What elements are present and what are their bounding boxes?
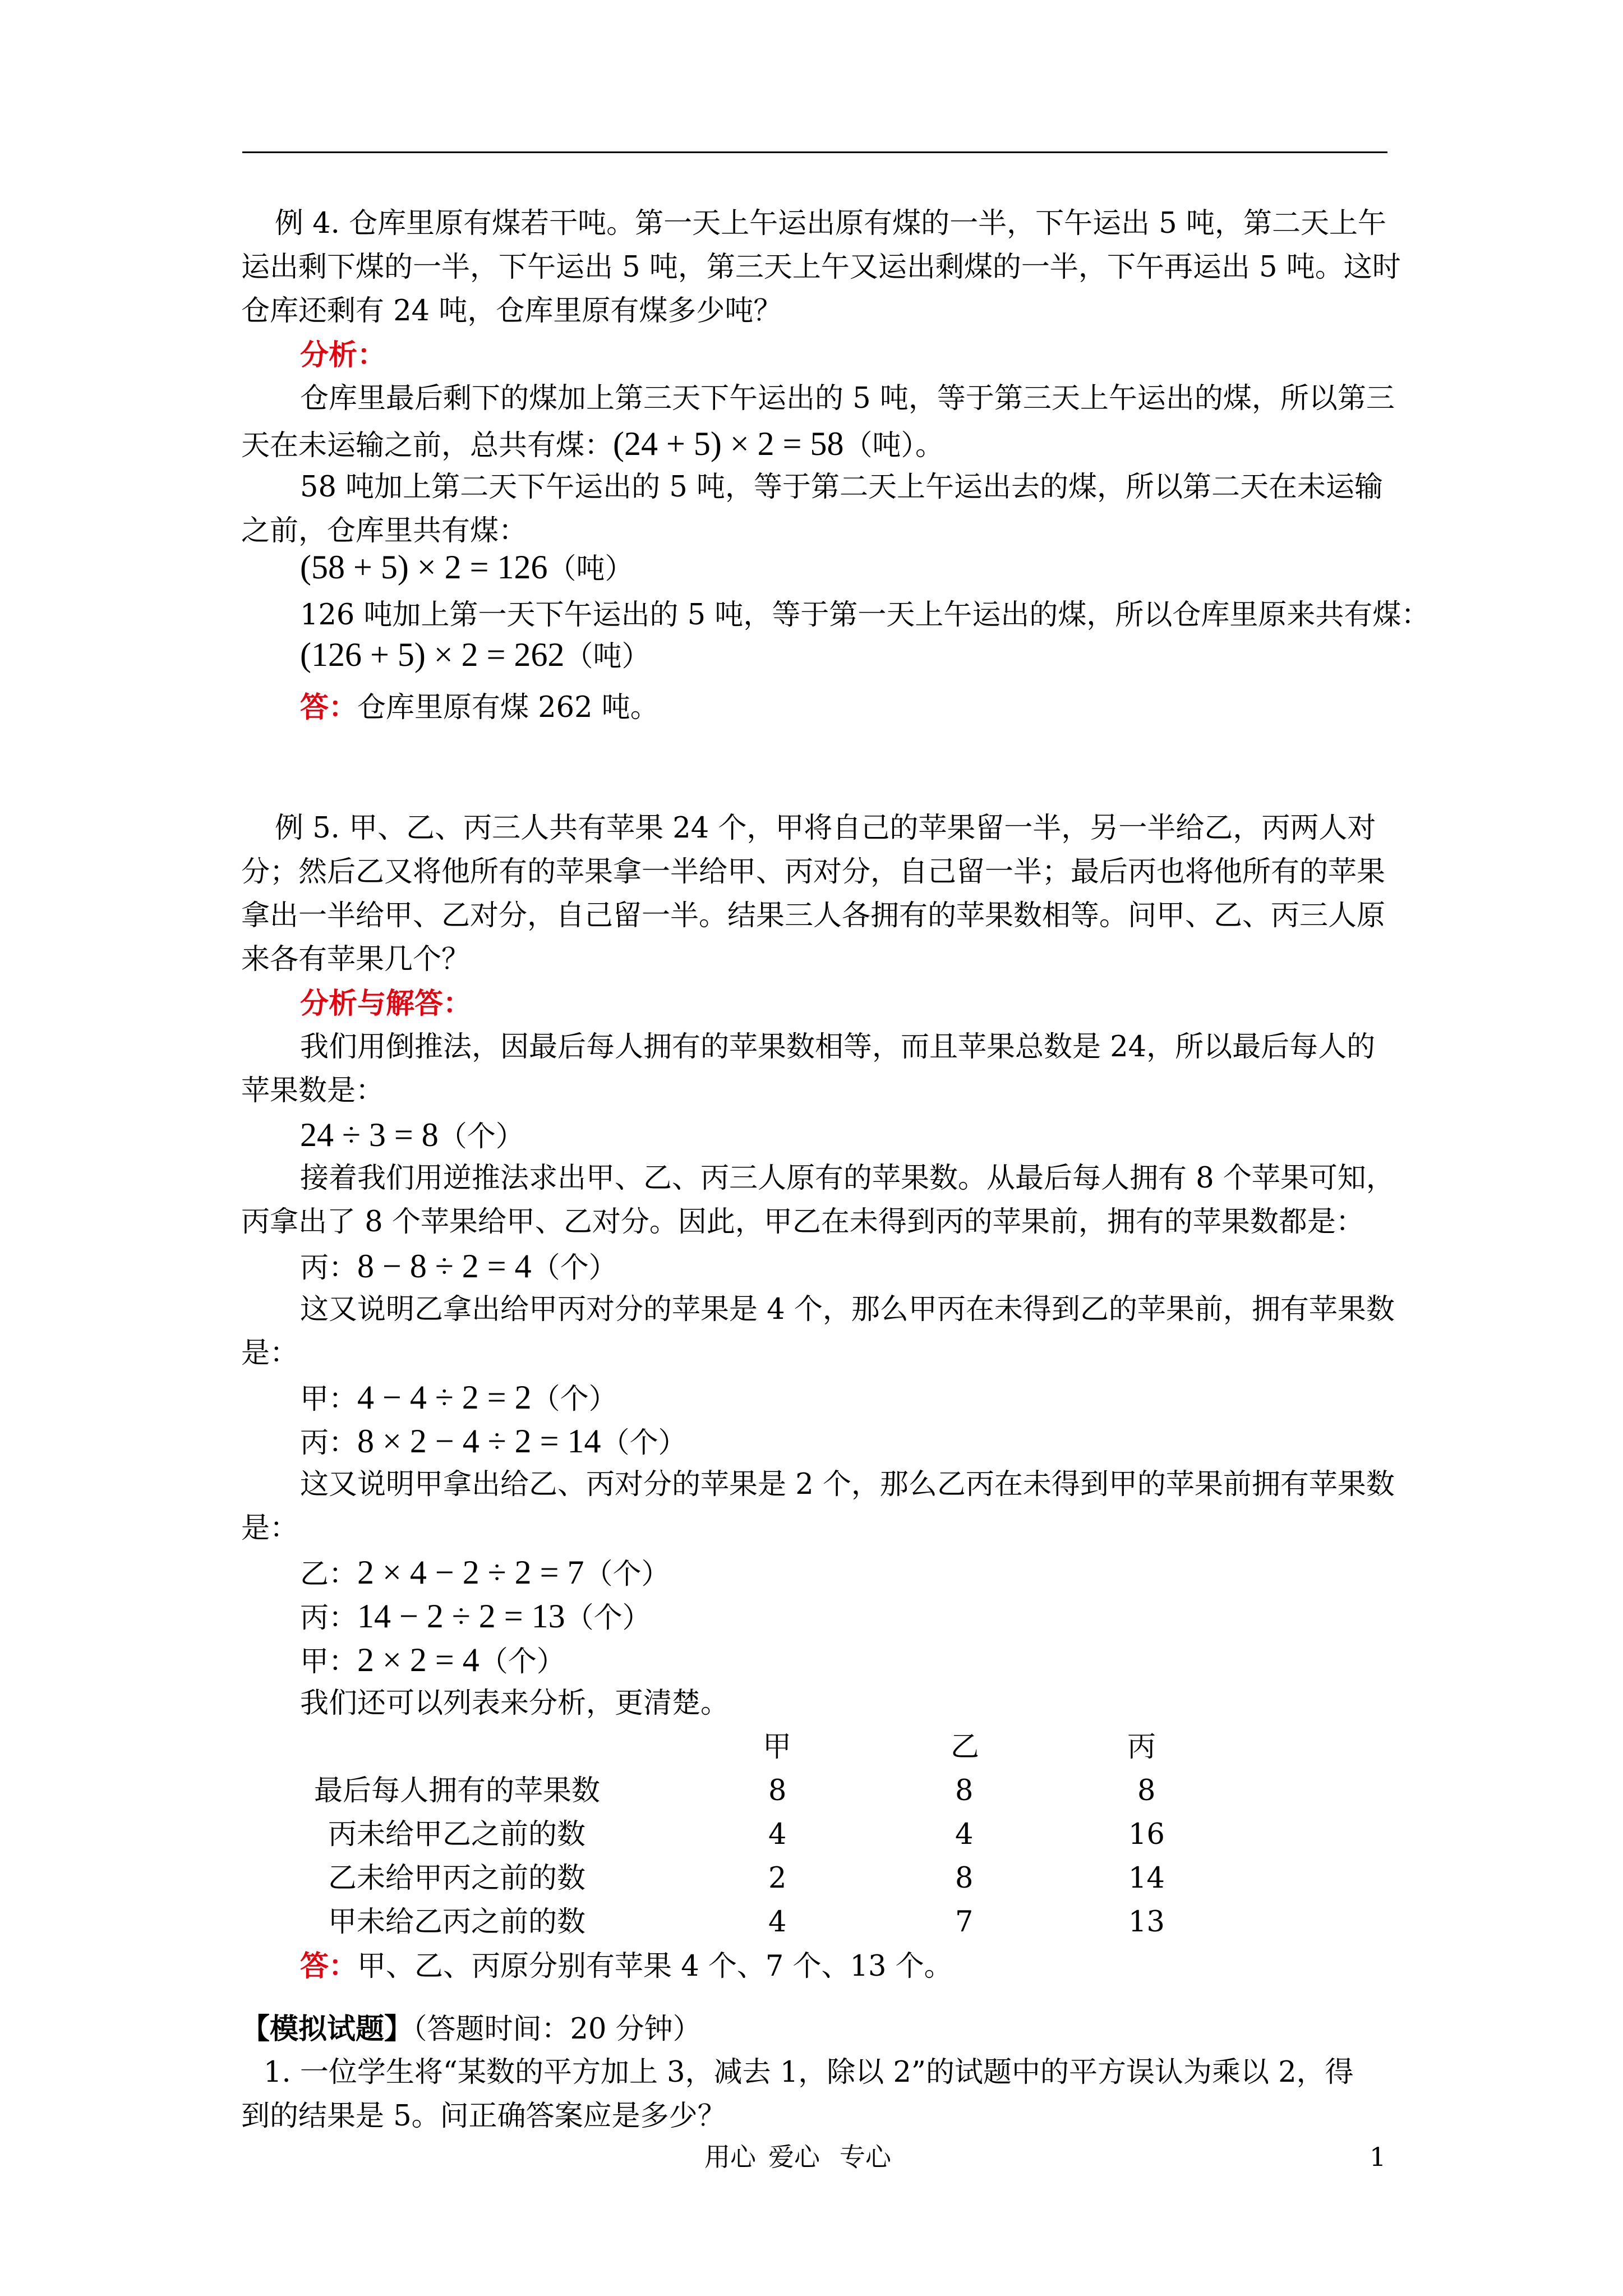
ex4-unit-1: （吨）。 (843, 429, 944, 462)
page-number: 1 (1370, 2142, 1386, 2172)
ex5-para-3b: 是： (241, 1337, 299, 1370)
table-header-jia: 甲 (763, 1731, 792, 1764)
ex5-jia-2-label: 甲： (300, 1645, 358, 1678)
table-cell: 8 (955, 1774, 974, 1807)
ex5-bing-3-unit: （个） (565, 1602, 651, 1635)
ex5-para-5: 我们还可以列表来分析，更清楚。 (300, 1687, 730, 1720)
ex4-analysis-label: 分析： (300, 338, 386, 372)
table-cell: 8 (955, 1862, 974, 1895)
ex5-answer-text: 甲、乙、丙原分别有苹果 4 个、7 个、13 个。 (357, 1950, 953, 1983)
ex4-para-1a: 仓库里最后剩下的煤加上第三天下午运出的 5 吨，等于第三天上午运出的煤，所以第三 (300, 382, 1395, 415)
ex4-equation-3: (126 + 5) × 2 = 262 (300, 636, 565, 673)
header-rule (242, 151, 1387, 153)
ex4-line-1: 例 4. 仓库里原有煤若干吨。第一天上午运出原有煤的一半，下午运出 5 吨，第二天上午 (275, 207, 1386, 240)
ex5-jia-1-line (300, 1375, 1455, 1421)
ex4-equation-2: (58 + 5) × 2 = 126 (300, 549, 548, 586)
ex4-line-3: 仓库还剩有 24 吨，仓库里原有煤多少吨？ (241, 295, 782, 328)
table-cell: 13 (1128, 1906, 1165, 1939)
ex5-unit-1: （个） (438, 1120, 524, 1153)
ex5-para-1b: 苹果数是： (241, 1074, 385, 1107)
footer-motto-2: 爱心 (768, 2142, 820, 2172)
ex5-line-4: 来各有苹果几个？ (241, 943, 471, 976)
table-header-yi: 乙 (951, 1731, 980, 1764)
ex5-bing-1-equation: 8 − 8 ÷ 2 = 4 (357, 1248, 532, 1285)
ex5-yi-unit: （个） (584, 1558, 670, 1591)
ex4-answer (300, 685, 1455, 730)
table-row-label: 最后每人拥有的苹果数 (314, 1774, 601, 1807)
table-cell: 14 (1128, 1862, 1165, 1895)
ex5-jia-2-unit: （个） (479, 1645, 565, 1678)
table-row-label: 甲未给乙丙之前的数 (328, 1906, 586, 1939)
ex4-para-1b (241, 422, 1396, 468)
footer-motto-3: 专心 (840, 2142, 891, 2172)
ex5-bing-2-line (300, 1419, 1455, 1465)
table-cell: 8 (768, 1774, 787, 1807)
table-cell: 16 (1128, 1818, 1165, 1851)
mock-heading (241, 2007, 1396, 2051)
ex4-para-2a: 58 吨加上第二天下午运出的 5 吨，等于第二天上午运出去的煤，所以第二天在未运输 (300, 471, 1383, 504)
ex5-bing-1-line (300, 1244, 1455, 1290)
ex5-bing-3-line (300, 1594, 1455, 1640)
table-cell: 7 (955, 1906, 974, 1939)
ex5-jia-1-equation: 4 − 4 ÷ 2 = 2 (357, 1379, 532, 1416)
table-cell: 4 (768, 1818, 787, 1851)
ex5-jia-2-line (300, 1638, 1455, 1684)
ex4-answer-label: 答： (300, 691, 358, 724)
ex5-line-3: 拿出一半给甲、乙对分，自己留一半。结果三人各拥有的苹果数相等。问甲、乙、丙三人原 (241, 899, 1386, 932)
ex5-equation-1: 24 ÷ 3 = 8 (300, 1116, 439, 1153)
ex5-bing-3-label: 丙： (300, 1602, 358, 1635)
ex4-line-2: 运出剩下煤的一半，下午运出 5 吨，第三天上午又运出剩煤的一半，下午再运出 5 吨。这时 (241, 251, 1401, 284)
ex5-bing-1-label: 丙： (300, 1251, 358, 1285)
ex5-para-3a: 这又说明乙拿出给甲丙对分的苹果是 4 个，那么甲丙在未得到乙的苹果前，拥有苹果数 (300, 1293, 1395, 1326)
ex5-bing-2-unit: （个） (601, 1427, 687, 1460)
ex5-jia-1-label: 甲： (300, 1383, 358, 1416)
table-cell: 4 (768, 1906, 787, 1939)
ex4-answer-text: 仓库里原有煤 262 吨。 (357, 691, 659, 724)
ex4-equation-3-line (300, 633, 1455, 679)
ex5-para-2b: 丙拿出了 8 个苹果给甲、乙对分。因此，甲乙在未得到丙的苹果前，拥有的苹果数都是： (241, 1205, 1364, 1239)
ex5-answer (300, 1944, 1455, 1989)
ex5-answer-label: 答： (300, 1949, 358, 1983)
ex4-para-3: 126 吨加上第一天下午运出的 5 吨，等于第一天上午运出的煤，所以仓库里原来共有煤： (300, 599, 1430, 632)
ex5-para-4a: 这又说明甲拿出给乙、丙对分的苹果是 2 个，那么乙丙在未得到甲的苹果前拥有苹果数 (300, 1468, 1395, 1501)
ex4-unit-2: （吨） (547, 553, 634, 586)
table-header-bing: 丙 (1127, 1731, 1156, 1764)
table-row-label: 丙未给甲乙之前的数 (328, 1818, 586, 1851)
ex5-yi-equation: 2 × 4 − 2 ÷ 2 = 7 (357, 1554, 584, 1591)
mock-title: 【模拟试题】 (241, 2012, 413, 2046)
ex5-line-2: 分；然后乙又将他所有的苹果拿一半给甲、丙对分，自己留一半；最后丙也将他所有的苹果 (241, 855, 1386, 889)
ex4-para-1b-text: 天在未运输之前，总共有煤： (241, 429, 614, 462)
ex5-bing-1-unit: （个） (531, 1251, 617, 1285)
table-row-label: 乙未给甲丙之前的数 (328, 1862, 586, 1895)
ex4-equation-1: (24 + 5) × 2 = 58 (613, 425, 844, 462)
ex5-bing-2-label: 丙： (300, 1427, 358, 1460)
footer-motto-1: 用心 (704, 2142, 756, 2172)
ex5-jia-1-unit: （个） (531, 1383, 617, 1416)
ex5-equation-1-line (300, 1113, 1455, 1159)
ex5-bing-3-equation: 14 − 2 ÷ 2 = 13 (357, 1598, 565, 1635)
mock-question-1a: 1. 一位学生将“某数的平方加上 3，减去 1，除以 2”的试题中的平方误认为乘以 2，得 (264, 2056, 1354, 2089)
table-cell: 4 (955, 1818, 974, 1851)
table-cell: 2 (768, 1862, 787, 1895)
ex4-equation-2-line (300, 545, 1455, 591)
mock-time: （答题时间：20 分钟） (413, 2013, 702, 2046)
ex5-analysis-label: 分析与解答： (300, 987, 472, 1020)
ex5-para-2a: 接着我们用逆推法求出甲、乙、丙三人原有的苹果数。从最后每人拥有 8 个苹果可知， (300, 1162, 1395, 1195)
ex4-para-2b: 之前，仓库里共有煤： (241, 514, 528, 547)
ex5-yi-label: 乙： (300, 1558, 358, 1591)
ex5-para-4b: 是： (241, 1512, 299, 1545)
ex5-line-1: 例 5. 甲、乙、丙三人共有苹果 24 个，甲将自己的苹果留一半，另一半给乙，丙两人对 (275, 812, 1376, 845)
ex5-para-1a: 我们用倒推法，因最后每人拥有的苹果数相等，而且苹果总数是 24，所以最后每人的 (300, 1030, 1376, 1064)
ex4-unit-3: （吨） (564, 640, 651, 673)
mock-question-1b: 到的结果是 5。问正确答案应是多少？ (241, 2100, 726, 2133)
table-cell: 8 (1137, 1774, 1156, 1807)
ex5-yi-line (300, 1550, 1455, 1596)
ex5-jia-2-equation: 2 × 2 = 4 (357, 1641, 479, 1678)
ex5-bing-2-equation: 8 × 2 − 4 ÷ 2 = 14 (357, 1423, 601, 1460)
